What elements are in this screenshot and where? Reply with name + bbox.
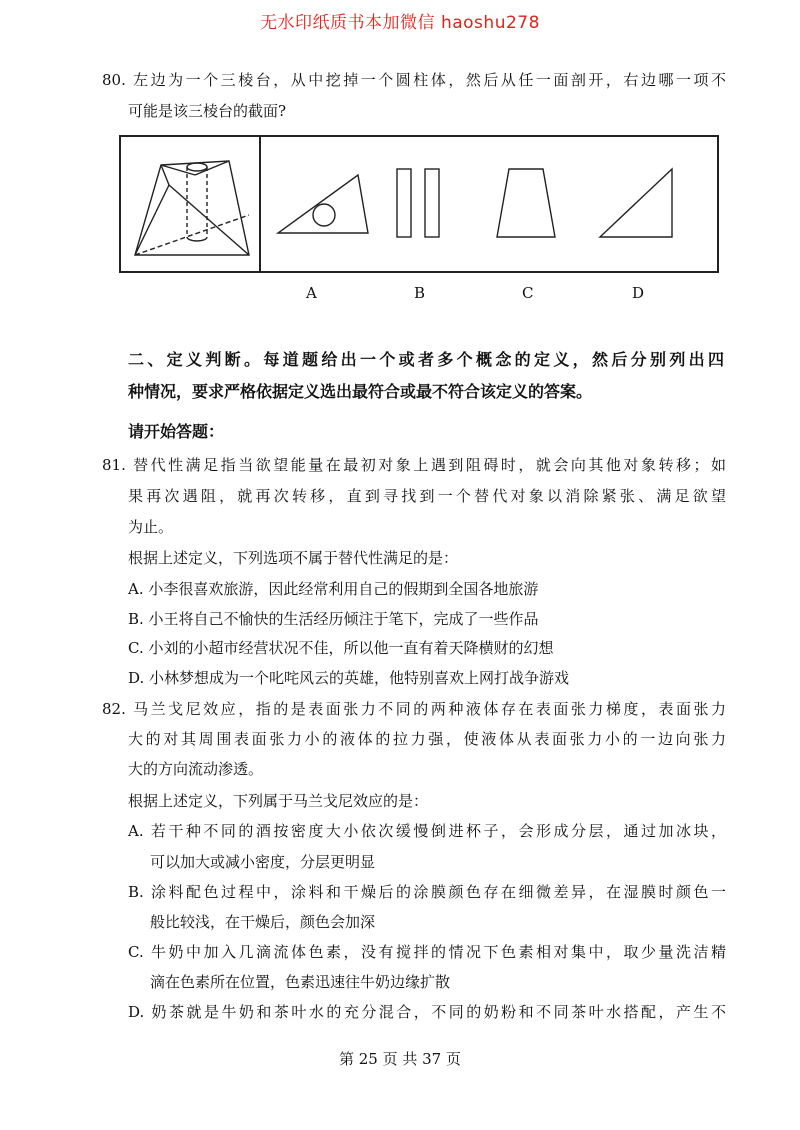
option-label-d: D — [632, 284, 645, 302]
triangle-with-circle-icon — [272, 171, 372, 241]
section2-heading-line-1: 二、定义判断。每道题给出一个或者多个概念的定义，然后分别列出四 — [128, 350, 724, 369]
q81-text-line-1: 81. 替代性满足指当欲望能量在最初对象上遇到阻碍时，就会向其他对象转移；如 — [102, 456, 726, 474]
section2-start: 请开始答题： — [128, 422, 225, 441]
q82-option-b-line-1: B. 涂料配色过程中，涂料和干燥后的涂膜颜色存在细微差异，在湿膜时颜色一 — [128, 883, 726, 901]
q81-text-line-2: 果再次遇阻，就再次转移，直到寻找到一个替代对象以消除紧张、满足欲望 — [128, 487, 726, 505]
option-label-a: A — [306, 284, 317, 302]
section2-heading-line-2: 种情况，要求严格依据定义选出最符合或最不符合该定义的答案。 — [128, 382, 593, 401]
q82-option-a-line-1: A. 若干种不同的酒按密度大小依次缓慢倒进杯子，会形成分层，通过加冰块， — [128, 822, 726, 840]
q81-option-d: D. 小林梦想成为一个叱咤风云的英雄，他特别喜欢上网打战争游戏 — [128, 669, 570, 687]
q81-option-a: A. 小李很喜欢旅游，因此经常利用自己的假期到全国各地旅游 — [128, 580, 539, 598]
truncated-triangular-prism-with-cylinder-icon — [129, 145, 255, 265]
two-rectangles-icon — [389, 165, 449, 241]
q82-option-a-line-2: 可以加大或减小密度，分层更明显 — [150, 853, 376, 871]
option-label-c: C — [522, 284, 534, 302]
q82-prompt: 根据上述定义，下列属于马兰戈尼效应的是： — [128, 792, 429, 810]
watermark: 无水印纸质书本加微信 haoshu278 — [260, 13, 540, 33]
q82-option-c-line-1: C. 牛奶中加入几滴流体色素，没有搅拌的情况下色素相对集中，取少量洗洁精 — [128, 943, 726, 961]
q82-text-line-3: 大的方向流动渗透。 — [128, 760, 264, 778]
trapezoid-icon — [491, 165, 561, 241]
q82-option-d-line-1: D. 奶茶就是牛奶和茶叶水的充分混合，不同的奶粉和不同茶叶水搭配，产生不 — [128, 1003, 726, 1021]
q82-option-c-line-2: 滴在色素所在位置，色素迅速往牛奶边缘扩散 — [150, 973, 451, 991]
q80-figure — [119, 135, 719, 273]
right-triangle-icon — [594, 165, 684, 241]
page-footer: 第 25 页 共 37 页 — [338, 1050, 461, 1068]
option-label-b: B — [414, 284, 426, 302]
q82-option-b-line-2: 般比较浅，在干燥后，颜色会加深 — [150, 913, 376, 931]
q82-text-line-2: 大的对其周围表面张力小的液体的拉力强，使液体从表面张力小的一边向张力 — [128, 730, 726, 748]
q81-prompt: 根据上述定义，下列选项不属于替代性满足的是： — [128, 549, 459, 567]
q82-text-line-1: 82. 马兰戈尼效应，指的是表面张力不同的两种液体存在表面张力梯度，表面张力 — [102, 700, 726, 718]
q81-option-c: C. 小刘的小超市经营状况不佳，所以他一直有着天降横财的幻想 — [128, 639, 554, 657]
q80-text-line-1: 80. 左边为一个三棱台，从中挖掉一个圆柱体，然后从任一面剖开，右边哪一项不 — [102, 71, 726, 89]
figure-divider — [259, 137, 261, 271]
q81-option-b: B. 小王将自己不愉快的生活经历倾注于笔下，完成了一些作品 — [128, 610, 539, 628]
q80-text-line-2: 可能是该三棱台的截面? — [128, 102, 287, 120]
q81-text-line-3: 为止。 — [128, 518, 174, 536]
